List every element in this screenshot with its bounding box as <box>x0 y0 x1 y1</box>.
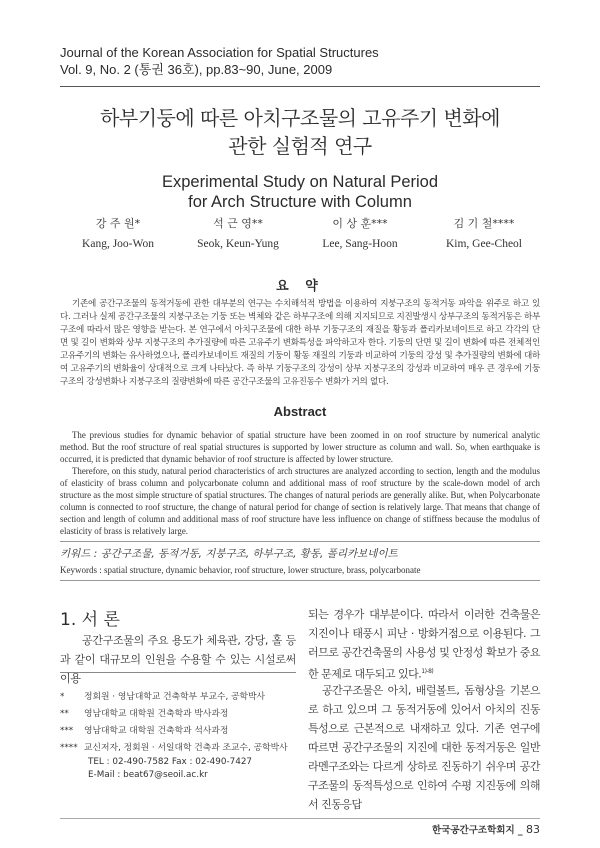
page-footer: 한국공간구조학회지 _ 83 <box>432 823 540 836</box>
author-3-en: Lee, Sang-Hoon <box>322 238 398 250</box>
reference-citation: 1)-8) <box>421 668 434 675</box>
intro-right-text-1 <box>308 605 540 684</box>
journal-name: Journal of the Korean Association for Spatial Structures <box>60 45 379 60</box>
page-number: 83 <box>526 823 540 836</box>
footer-divider <box>60 818 540 819</box>
footnote-1-mark: * <box>60 692 65 702</box>
footnote-3 <box>60 725 228 737</box>
section-title-introduction: 1. 서 론 <box>60 610 120 630</box>
korean-title <box>0 104 600 160</box>
contact-email: E-Mail : beat67@seoil.ac.kr <box>88 770 208 780</box>
author-4-kr: 김 기 철**** <box>453 217 515 230</box>
intro-left-text: 공간구조물의 주요 용도가 체육관, 강당, 홀 등과 같이 대규모의 인원을 수용할 수 있는 시설로써 이용 <box>60 634 296 685</box>
author-1 <box>48 214 188 254</box>
intro-right-text-2: 공간구조물은 아치, 배럴볼트, 돔형상을 기본으로 하고 있으며 그 동적거동에 있어서 아치의 진동특성으로 근본적으로 내재하고 있다. 기존 연구에 따르면 공간구조물의 지진에 대한 동적거동은 일반 라멘구조와는 다르게 상하로 진동하기 쉬우며 공간구조물의 동적특성으로 인하여 수평 지진동에 의해서 진동응답 <box>308 684 540 811</box>
footnote-2-text: 영남대학교 대학원 건축학과 박사과정 <box>84 709 229 719</box>
korean-title-line-2: 관한 실험적 연구 <box>228 134 372 158</box>
abstract-paragraph-1: The previous studies for dynamic behavior of spatial structure have been zoomed in on roof structure by numerical analytic method. But the roof structure of real spatial structures is supported by lower structure as column and wall. So, when earthquake is occurred, it is predicted that dynamic behavior of roof structure is affected by lower structure. <box>60 430 540 465</box>
footnote-3-mark: *** <box>60 726 74 736</box>
korean-abstract-text: 기존에 공간구조물의 동적거동에 관한 대부분의 연구는 수치해석적 방법을 이용하여 지붕구조의 동적거동 파악을 위주로 하고 있다. 그러나 실제 공간구조물의 지붕구조는 기둥 또는 벽체와 같은 하부구조에 의해 지지되므로 지진발생시 상부구조의 동적거동은 하부구조에 따라서 많은 영향을 받는다. 본 연구에서 아치구조물에 대한 하부 기둥구조의 재질을 황동과 폴리카보네이트로 하고 각각의 단면 및 길이 변화와 상부 지붕구조의 추가질량에 따른 고유주기 변화특성을 파악하고자 한다. 기둥의 단면 및 길이 변화에 따른 전체적인 고유주기의 변화는 유사하였으나, 폴리카보네이트 재질의 기둥이 황동 재질의 기둥과 비교하여 기둥의 강성 및 추가질량의 변화에 대하여 고유주기의 변화율이 상대적으로 크게 나타났다. 즉 하부 기둥구조의 강성이 상부 지붕구조의 강성과 비교하여 매우 큰 경우에 기둥구조의 강성변화나 지붕구조의 질량변화에 따른 공간구조물의 고유진동수 변화가 거의 없다. <box>60 299 540 387</box>
author-4-en: Kim, Gee-Cheol <box>445 238 522 250</box>
footer-journal-name: 한국공간구조학회지 <box>432 825 515 836</box>
abstract-paragraph-2: Therefore, on this study, natural period characteristics of arch structures are analyzed according to section, length and the modulus of elasticity of brass column and polycarbonate column and additional mass of roof structure by the scale-down model of arch structure as the most simple structure of spatial structures. The changes of natural periods are generally alike. But, when Polycarbonate column is connected to roof structure, the change of natural period for change of section is relatively large. That means that change of section and length of column and additional mass of roof structure have less influence on change of stiffness because the modulus of elasticity of brass is relatively large. <box>60 466 540 537</box>
keywords-bottom-divider <box>60 580 540 581</box>
korean-keywords: 키워드 : 공간구조물, 동적거동, 지붕구조, 하부구조, 황동, 폴리카보네이트 <box>60 548 398 560</box>
footnote-divider <box>60 672 296 673</box>
footnote-4 <box>60 742 288 754</box>
footnote-1 <box>60 691 265 703</box>
journal-header <box>60 44 379 78</box>
author-2-kr: 석 근 영** <box>213 217 263 230</box>
english-title-line-2: for Arch Structure with Column <box>188 193 412 211</box>
english-title-line-1: Experimental Study on Natural Period <box>161 173 439 191</box>
author-2 <box>168 214 308 254</box>
english-keywords: Keywords : spatial structure, dynamic behavior, roof structure, lower structure, brass, polycarbonate <box>60 565 421 575</box>
header-divider <box>60 86 540 87</box>
contact-tel: TEL : 02-490-7582 Fax : 02-490-7427 <box>88 757 253 767</box>
abstract-heading: Abstract <box>273 404 327 419</box>
korean-abstract-heading: 요 약 <box>276 279 324 294</box>
author-3 <box>290 214 430 254</box>
author-2-en: Seok, Keun-Yung <box>197 238 279 250</box>
footnote-4-text: 교신저자, 정회원 · 서일대학 건축과 조교수, 공학박사 <box>84 743 288 753</box>
english-title <box>0 172 600 212</box>
footnote-2-mark: ** <box>60 709 69 719</box>
footnote-4-mark: **** <box>60 743 78 753</box>
footnote-2 <box>60 708 228 720</box>
intro-right-text-1-body: 되는 경우가 대부분이다. 따라서 이러한 건축물은 지진이나 태풍시 피난 · 방화거점으로 이용된다. 그러므로 공간건축물의 사용성 및 안정성 확보가 중요한 문제로 대두되고 있다. <box>308 608 540 681</box>
author-4 <box>414 214 554 254</box>
footnote-1-text: 정회원 · 영남대학교 건축학부 부교수, 공학박사 <box>84 692 266 702</box>
journal-volume: Vol. 9, No. 2 (통권 36호), pp.83~90, June, 2009 <box>60 62 333 77</box>
author-3-kr: 이 상 훈*** <box>332 217 388 230</box>
keywords-top-divider <box>60 541 540 542</box>
author-1-kr: 강 주 원* <box>95 217 141 230</box>
author-1-en: Kang, Joo-Won <box>82 238 154 250</box>
korean-title-line-1: 하부기둥에 따른 아치구조물의 고유주기 변화에 <box>100 106 500 130</box>
footnote-3-text: 영남대학교 대학원 건축학과 석사과정 <box>84 726 229 736</box>
